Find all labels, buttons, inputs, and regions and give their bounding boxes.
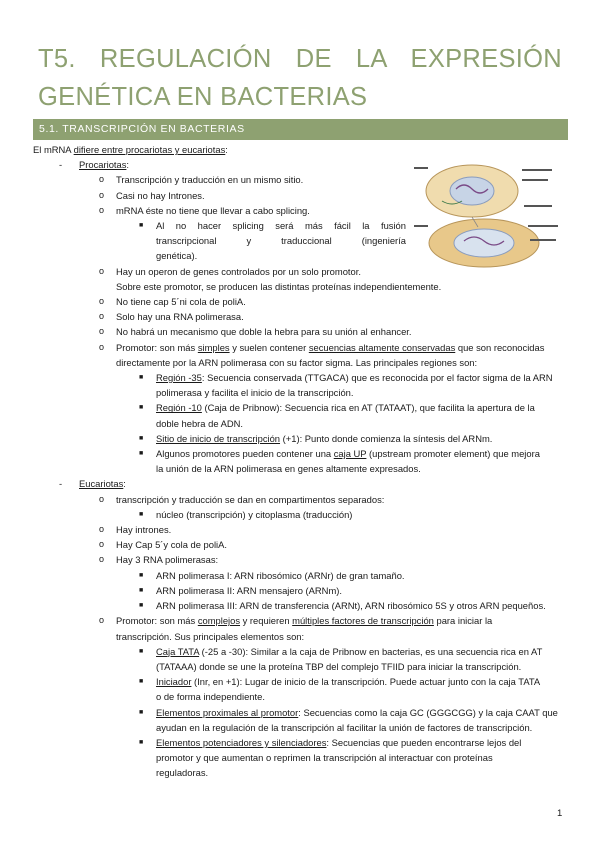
list-item: ■ Región -10 (Caja de Pribnow): Secuencia rica en AT (TATAAT), que facilita la apertura de la (139, 402, 535, 414)
list-item: o Hay Cap 5´y cola de poliA. (99, 539, 227, 551)
list-item-cont: polimerasa y facilita el inicio de la transcripción. (156, 387, 354, 399)
list-item: o Transcripción y traducción en un mismo sitio. (99, 174, 304, 186)
list-item: ■ Región -35: Secuencia conservada (TTGACA) que es reconocida por el factor sigma de la ARN (139, 372, 553, 384)
procariotas-heading: - Procariotas: (59, 159, 130, 171)
list-item: o Hay 3 RNA polimerasas: (99, 554, 219, 566)
list-item: o mRNA éste no tiene que llevar a cabo splicing. (99, 204, 310, 216)
document-body (33, 142, 568, 781)
list-item: o No tiene cap 5´ni cola de poliA. (99, 296, 246, 308)
section-heading: 5.1. TRANSCRIPCIÓN EN BACTERIAS (33, 119, 568, 140)
list-item: o Hay intrones. (99, 524, 172, 536)
page-number: 1 (557, 808, 563, 819)
page-title: T5. REGULACIÓN DE LA EXPRESIÓN GENÉTICA EN BACTERIAS (38, 45, 562, 111)
list-item: o Hay un operon de genes controlados por un solo promotor. (99, 265, 361, 277)
list-item-cont: promotor y que aumentan o reprimen la transcripción al interactuar con proteínas (156, 752, 493, 764)
intro-line: El mRNA difiere entre procariotas y eucariotas: (33, 144, 228, 155)
list-item-cont: ayudan en la regulación de la transcripción al facilitar la unión de factores de transcripción. (156, 721, 533, 733)
list-item-cont: directamente por la ARN polimerasa con su factor sigma. Las principales regiones son: (116, 356, 478, 368)
list-item: o transcripción y traducción se dan en compartimentos separados: (99, 493, 385, 505)
list-item: ■ Iniciador (Inr, en +1): Lugar de inicio de la transcripción. Puede actuar junto con la caja TATA (139, 676, 541, 688)
list-item-cont: transcripcional y traduccional (ingeniería (156, 235, 406, 247)
list-item-cont: o de forma independiente. (156, 691, 265, 703)
list-item: ■ núcleo (transcripción) y citoplasma (traducción) (139, 508, 353, 520)
list-item: ■ ARN polimerasa I: ARN ribosómico (ARNr) de gran tamaño. (139, 569, 405, 581)
list-item-cont: Sobre este promotor, se producen las distintas proteínas independientemente. (116, 280, 442, 292)
list-item: o Solo hay una RNA polimerasa. (99, 311, 244, 323)
list-item-cont: (TATAAA) donde se une la proteína TBP del complejo TFIID para iniciar la transcripción. (156, 660, 522, 672)
list-item-cont: genética). (156, 250, 198, 262)
list-item-cont: reguladoras. (156, 767, 209, 779)
list-item: ■ Caja TATA (-25 a -30): Similar a la caja de Pribnow en bacterias, es una secuencia rica en AT (139, 645, 543, 657)
list-item: ■ Sitio de inicio de transcripción (+1): Punto donde comienza la síntesis del ARNm. (139, 432, 493, 444)
list-item: o Promotor: son más complejos y requieren múltiples factores de transcripción para iniciar la (99, 615, 493, 627)
list-item: ■ ARN polimerasa III: ARN de transferencia (ARNt), ARN ribosómico 5S y otros ARN pequeños. (139, 600, 546, 612)
list-item: ■ ARN polimerasa II: ARN mensajero (ARNm). (139, 584, 342, 596)
list-item: o Casi no hay Intrones. (99, 189, 205, 201)
list-item: ■ Al no hacer splicing será más fácil la fusión (139, 220, 406, 232)
list-item-cont: transcripción. Sus principales elementos son: (116, 630, 305, 642)
list-item-cont: doble hebra de ADN. (156, 417, 244, 429)
eucariotas-heading: - Eucariotas: (59, 478, 126, 490)
list-item: ■ Algunos promotores pueden contener una caja UP (upstream promoter element) que mejora (139, 448, 540, 460)
list-item: ■ Elementos potenciadores y silenciadores: Secuencias que pueden encontrarse lejos del (139, 736, 522, 748)
list-item: o Promotor: son más simples y suelen contener secuencias altamente conservadas que son reconocidas (99, 341, 545, 353)
list-item-cont: la unión de la ARN polimerasa en genes altamente expresados. (156, 463, 421, 475)
list-item: ■ Elementos proximales al promotor: Secuencias como la caja GC (GGGCGG) y la caja CAAT que (139, 706, 558, 718)
list-item: o No habrá un mecanismo que doble la hebra para su unión al enhancer. (99, 326, 412, 338)
